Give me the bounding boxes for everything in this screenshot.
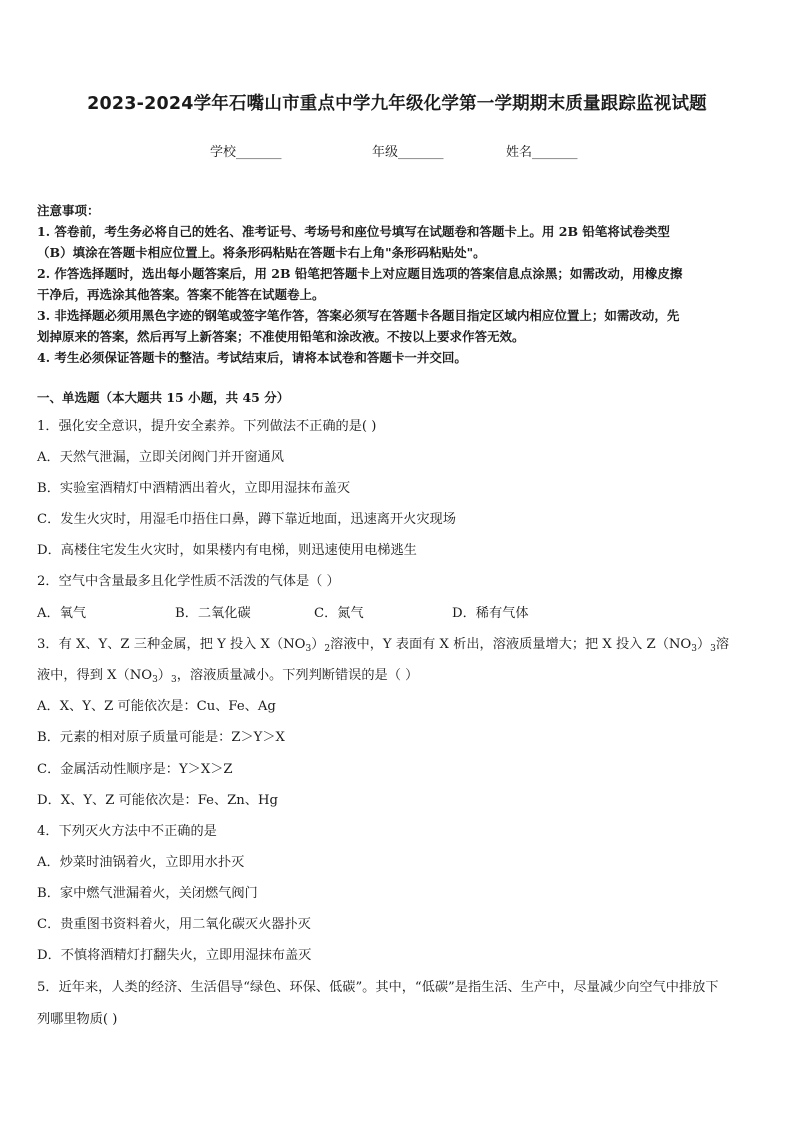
grade-label: 年级 xyxy=(372,145,399,160)
note-line: 4. 考生必须保证答题卡的整洁。考试结束后，请将本试卷和答题卡一并交回。 xyxy=(37,350,467,365)
q3-option-b: B．元素的相对原子质量可能是：Z＞Y＞X xyxy=(37,730,285,745)
q3-option-c: C．金属活动性顺序是：Y＞X＞Z xyxy=(37,762,233,777)
q5-stem-line1: 5．近年来，人类的经济、生活倡导“绿色、环保、低碳”。其中，“低碳”是指生活、生产中，尽量减少向空气中排放下 xyxy=(37,980,719,995)
q2-stem: 2．空气中含量最多且化学性质不活泼的气体是（ ） xyxy=(37,574,340,589)
q3-stem-line2: 液中，得到 $X(NO_3)_3$，溶液质量减小。下列判断错误的是（ ） xyxy=(37,668,419,685)
q1-option-d: D．高楼住宅发生火灾时，如果楼内有电梯，则迅速使用电梯逃生 xyxy=(37,543,417,558)
name-field xyxy=(506,141,578,160)
note-line: 干净后，再选涂其他答案。答案不能答在试题卷上。 xyxy=(37,287,325,302)
school-blank: _______ xyxy=(236,145,282,160)
grade-blank: _______ xyxy=(398,145,444,160)
name-label: 姓名 xyxy=(506,145,533,160)
page-title: 2023-2024学年石嘴山市重点中学九年级化学第一学期期末质量跟踪监视试题 xyxy=(87,94,707,114)
note-line: 3. 非选择题必须用黑色字迹的钢笔或签字笔作答，答案必须写在答题卡各题目指定区域内相应位置上；如需改动，先 xyxy=(37,308,680,323)
note-line: 2. 作答选择题时，选出每小题答案后，用 2B 铅笔把答题卡上对应题目选项的答案信息点涂黑；如需改动，用橡皮擦 xyxy=(37,266,683,281)
q4-option-b: B．家中燃气泄漏着火，关闭燃气阀门 xyxy=(37,886,258,901)
q2-option-b: B．二氧化碳 xyxy=(175,606,251,621)
grade-field xyxy=(372,141,444,160)
q4-option-d: D．不慎将酒精灯打翻失火，立即用湿抹布盖灭 xyxy=(37,948,312,963)
q3-option-a: A．X、Y、Z 可能依次是：Cu、Fe、Ag xyxy=(37,699,276,714)
q2-option-d: D．稀有气体 xyxy=(452,606,529,621)
note-line: （B）填涂在答题卡相应位置上。将条形码粘贴在答题卡右上角"条形码粘贴处"。 xyxy=(37,245,486,260)
q2-option-a: A．氧气 xyxy=(37,606,87,621)
notes-block xyxy=(37,200,759,368)
q3-stem-line1: 3．有 X、Y、Z 三种金属，把 Y 投入 $X(NO_3)_2$溶液中，Y 表面有 X 析出，溶液质量增大；把 X 投入 $Z(NO_3)_3$溶 xyxy=(37,637,730,654)
q4-option-a: A．炒菜时油锅着火，立即用水扑灭 xyxy=(37,855,245,870)
q1-stem: 1．强化安全意识，提升安全素养。下列做法不正确的是( ) xyxy=(37,419,377,434)
note-line: 1. 答卷前，考生务必将自己的姓名、准考证号、考场号和座位号填写在试题卷和答题卡上。用 2B 铅笔将试卷类型 xyxy=(37,224,670,239)
q1-option-b: B．实验室酒精灯中酒精洒出着火，立即用湿抹布盖灭 xyxy=(37,481,351,496)
notes-heading: 注意事项： xyxy=(37,203,100,218)
q4-option-c: C．贵重图书资料着火，用二氧化碳灭火器扑灭 xyxy=(37,917,311,932)
q1-option-c: C．发生火灾时，用湿毛巾捂住口鼻，蹲下靠近地面，迅速离开火灾现场 xyxy=(37,512,456,527)
name-blank: _______ xyxy=(532,145,578,160)
note-line: 划掉原来的答案，然后再写上新答案；不准使用铅笔和涂改液。不按以上要求作答无效。 xyxy=(37,329,525,344)
q4-stem: 4．下列灭火方法中不正确的是 xyxy=(37,824,217,839)
section-title: 一、单选题（本大题共 15 小题，共 45 分） xyxy=(37,390,290,405)
q2-option-c: C．氮气 xyxy=(314,606,364,621)
q1-option-a: A．天然气泄漏，立即关闭阀门并开窗通风 xyxy=(37,450,284,465)
q5-stem-line2: 列哪里物质( ) xyxy=(37,1012,118,1027)
school-label: 学校 xyxy=(210,145,237,160)
school-field xyxy=(210,141,282,160)
q3-option-d: D．X、Y、Z 可能依次是：Fe、Zn、Hg xyxy=(37,793,278,808)
